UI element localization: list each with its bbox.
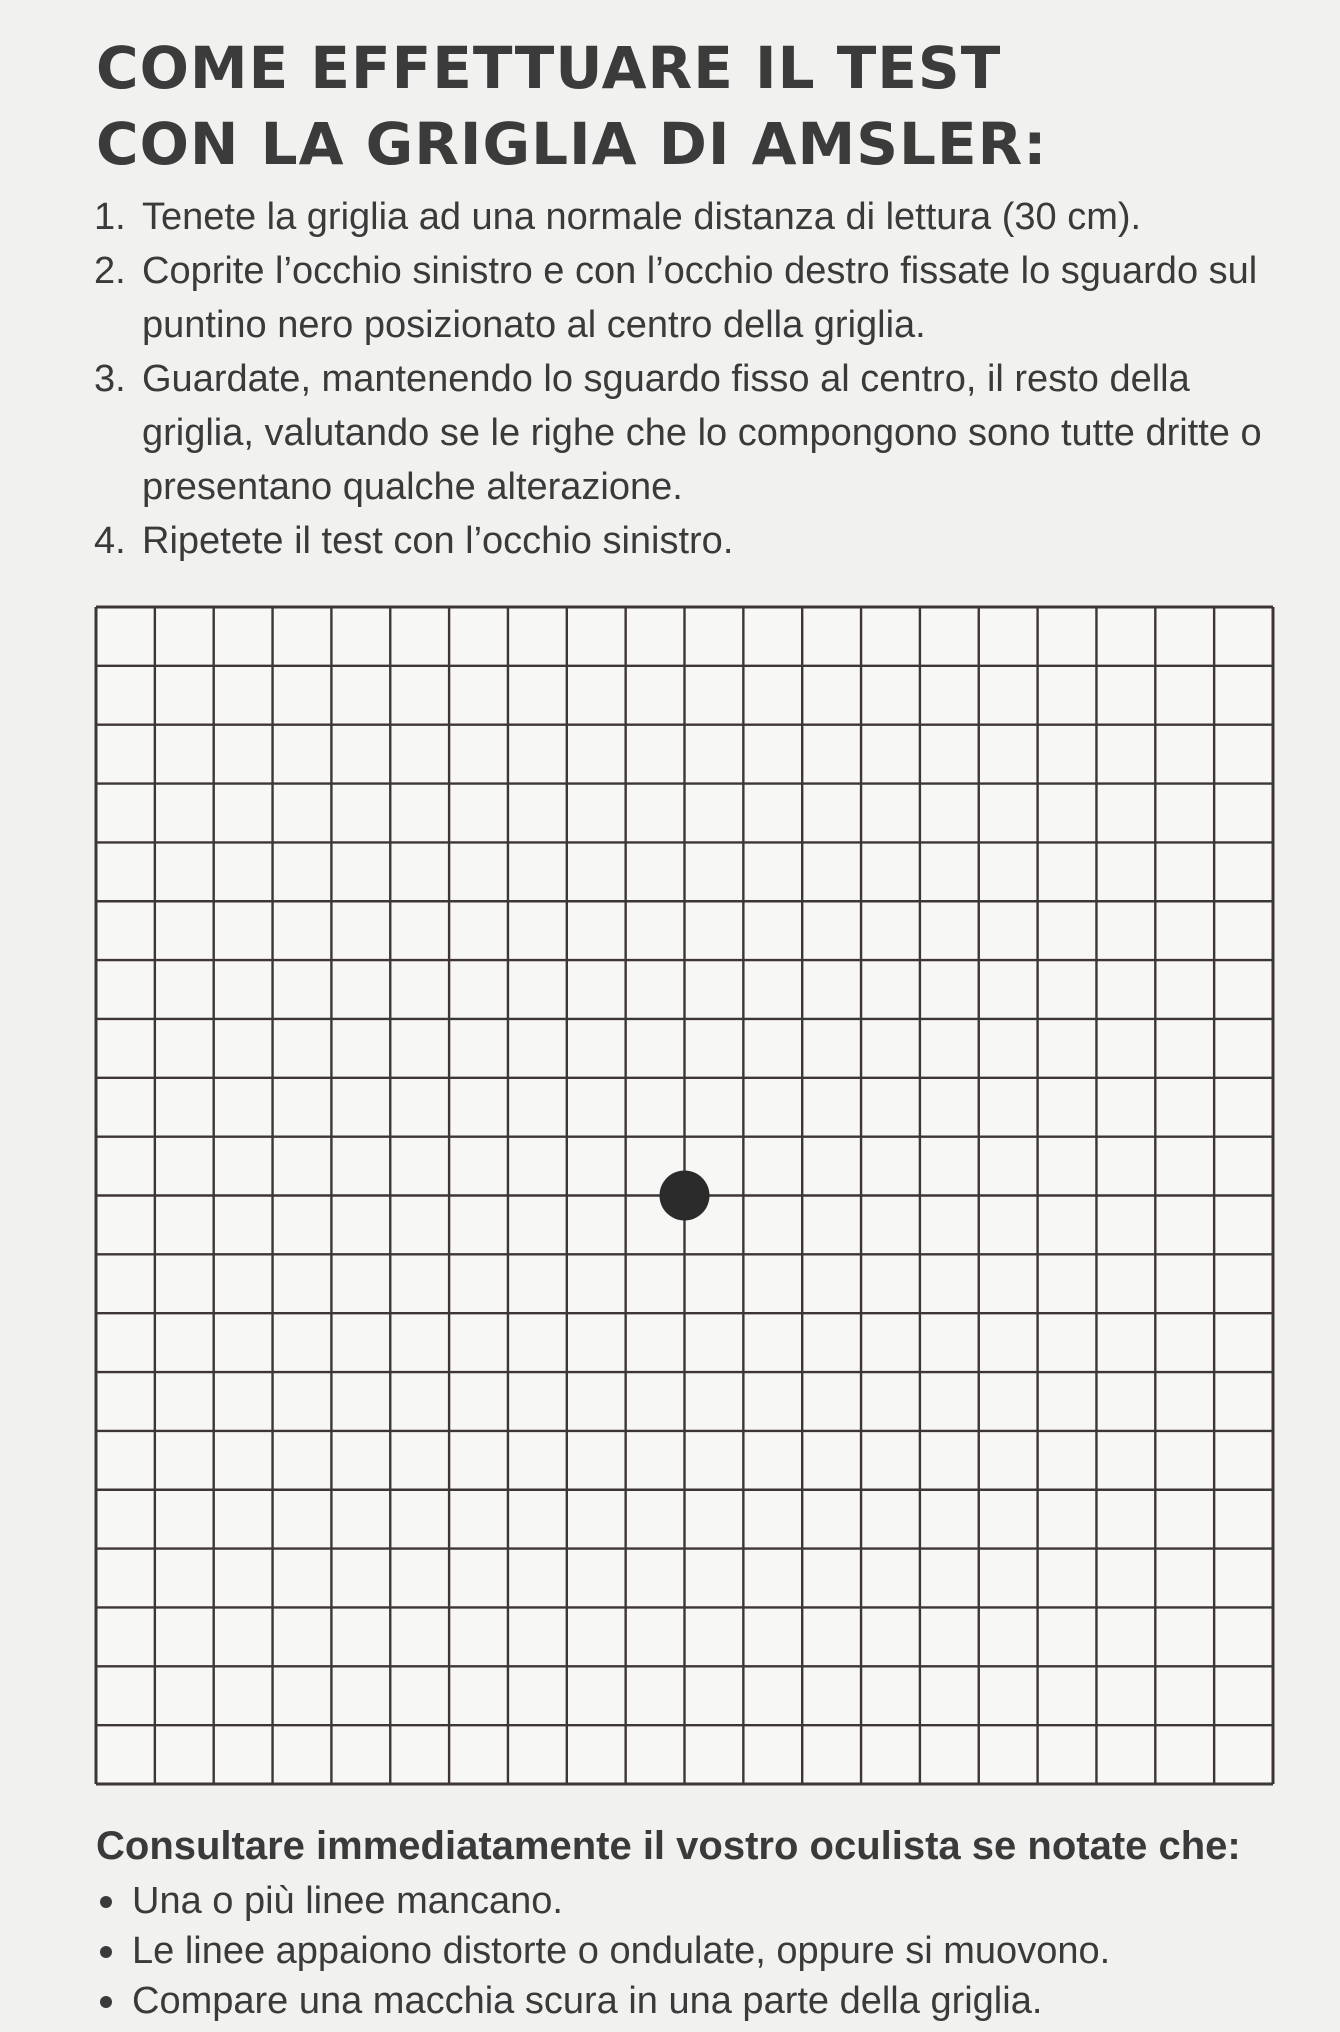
step-item	[94, 352, 1294, 514]
step-text: Coprite l’occhio sinistro e con l’occhio destro fissate lo sguardo sul puntino nero posizionato al centro della griglia.	[142, 250, 1258, 346]
step-item	[94, 244, 1294, 352]
warning-list	[96, 1876, 1316, 2026]
bullet-icon	[100, 1896, 112, 1908]
bullet-icon	[100, 1946, 112, 1958]
step-number: 1.	[94, 196, 126, 238]
amsler-grid-svg	[94, 605, 1275, 1786]
instruction-steps	[94, 190, 1294, 568]
title-line-1: COME EFFETTUARE IL TEST	[96, 34, 1002, 102]
step-number: 3.	[94, 358, 126, 400]
step-item	[94, 190, 1294, 244]
bullet-icon	[100, 1996, 112, 2008]
warning-heading: Consultare immediatamente il vostro oculista se notate che:	[96, 1824, 1241, 1868]
amsler-grid	[94, 605, 1275, 1786]
title-line-2: CON LA GRIGLIA DI AMSLER:	[96, 110, 1048, 178]
warning-item-text: Compare una macchia scura in una parte della griglia.	[132, 1980, 1043, 2022]
step-number: 2.	[94, 250, 126, 292]
step-text: Guardate, mantenendo lo sguardo fisso al centro, il resto della griglia, valutando se le righe che lo compongono sono tutte dritte o presentano qualche alterazione.	[142, 358, 1262, 508]
warning-item	[96, 1876, 1316, 1926]
step-text: Ripetete il test con l’occhio sinistro.	[142, 520, 734, 562]
step-item	[94, 514, 1294, 568]
warning-item-text: Le linee appaiono distorte o ondulate, oppure si muovono.	[132, 1930, 1111, 1972]
step-text: Tenete la griglia ad una normale distanza di lettura (30 cm).	[142, 196, 1142, 238]
warning-item-text: Una o più linee mancano.	[132, 1880, 563, 1922]
warning-item	[96, 1926, 1316, 1976]
page-title	[96, 30, 1256, 182]
center-dot-icon	[660, 1171, 710, 1221]
step-number: 4.	[94, 520, 126, 562]
warning-item	[96, 1976, 1316, 2026]
